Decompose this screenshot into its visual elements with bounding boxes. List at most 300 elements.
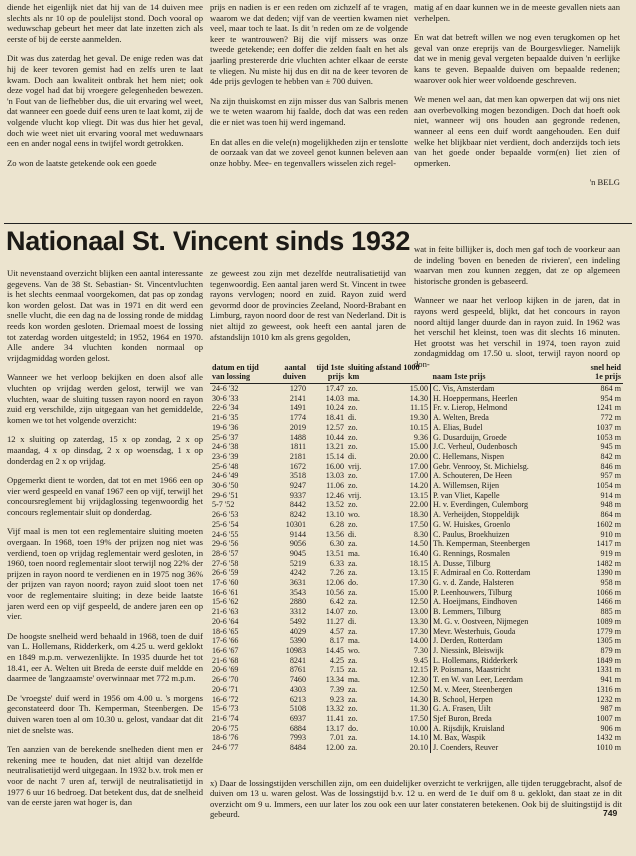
table-cell: za.	[348, 684, 358, 694]
table-cell: 13.15	[409, 568, 429, 578]
table-cell: 8242	[289, 510, 306, 520]
table-row	[210, 627, 623, 637]
table-cell: 6884	[289, 723, 306, 733]
table-cell: 1811	[290, 442, 306, 452]
table-cell: 3518	[289, 471, 306, 481]
table-cell: P. van Vliet, Kapelle	[431, 491, 579, 501]
table-cell: 24-6 '77	[212, 743, 239, 753]
table-cell: Gebr. Venrooy, St. Michielsg.	[431, 462, 579, 472]
table-cell: zo.	[348, 481, 358, 491]
table-cell: 17.00	[409, 471, 429, 481]
table-cell: 11.30	[410, 704, 429, 714]
table-cell: 13.30	[409, 616, 429, 626]
table-cell: 13.52	[325, 500, 344, 510]
table-row	[210, 685, 623, 695]
table-cell: 12.50	[409, 684, 429, 694]
table-cell: 4029	[289, 626, 306, 636]
table-cell: 1232 m	[596, 694, 621, 704]
table-cell: 27-6 '58	[212, 558, 239, 568]
paragraph: 12 x sluiting op zaterdag, 15 x op zondag, 2 x op maandag, 4 x op dinsdag, 2 x op woensdag, 1 x op donderdag en 2 x op vrijdag.	[7, 434, 203, 466]
table-cell: do.	[348, 723, 359, 733]
table-cell: zo.	[348, 422, 358, 432]
column-header: sluiting afstand 1000 km	[346, 363, 431, 384]
table-cell: Sjef Buron, Breda	[431, 714, 579, 724]
table-cell: 1779 m	[596, 626, 621, 636]
table-cell: 11.41	[326, 713, 344, 723]
table-cell: za.	[348, 743, 358, 753]
table-cell: 21-6 '74	[212, 713, 239, 723]
table-cell: 6.33	[329, 558, 344, 568]
table-cell: 5219	[289, 558, 306, 568]
top-column-3	[414, 2, 620, 188]
table-cell: 17-6 '60	[212, 578, 239, 588]
table-cell: 13.21	[325, 442, 344, 452]
table-cell: M. v. Meer, Steenbergen	[431, 685, 579, 695]
article-column-middle	[210, 268, 406, 351]
table-cell: 1482 m	[596, 558, 621, 568]
top-column-2	[210, 2, 408, 177]
results-table	[210, 363, 623, 753]
table-row	[210, 530, 623, 540]
table-cell: 7.01	[329, 733, 344, 743]
table-cell: 1672	[289, 461, 306, 471]
table-cell: 10301	[285, 519, 306, 529]
table-cell: di.	[348, 413, 357, 423]
table-cell: 13.34	[325, 675, 344, 685]
column-header: naam 1ste prijs	[431, 363, 579, 384]
table-cell: 14.03	[325, 393, 344, 403]
table-cell: di.	[348, 616, 357, 626]
paragraph: Wanneer we het verloop bekijken en doen alsof alle vluchten op vrijdag werden gelost, terwijl we van vluchten, waar de sluiting tussen rayon noord en rayon zuid erg verschilde, zijn uitgegaan van het gemiddelde, komen we tot het volgende overzicht:	[7, 372, 203, 425]
table-cell: 1270	[289, 384, 306, 393]
table-cell: P. Poismans, Maastricht	[431, 665, 579, 675]
table-cell: 987 m	[600, 704, 621, 714]
table-cell: 10.00	[409, 723, 429, 733]
column-header: datum en tijd van lossing	[210, 363, 266, 384]
table-row	[210, 559, 623, 569]
table-cell: 9056	[289, 539, 306, 549]
table-cell: 12.50	[409, 597, 429, 607]
table-cell: wo.	[348, 510, 360, 520]
table-cell: 3543	[289, 587, 306, 597]
table-cell: 18-6 '65	[212, 626, 239, 636]
table-cell: J.C. Verheul, Oudenbosch	[431, 442, 579, 452]
table-row	[210, 607, 623, 617]
table-cell: 4.25	[329, 655, 344, 665]
table-row	[210, 675, 623, 685]
table-cell: 17.30	[409, 578, 429, 588]
table-cell: 14.50	[409, 539, 429, 549]
table-cell: 15.14	[325, 451, 344, 461]
table-row	[210, 665, 623, 675]
table-row	[210, 578, 623, 588]
table-cell: 945 m	[600, 442, 621, 452]
table-cell: 14.45	[325, 645, 344, 655]
table-cell: 1491	[289, 403, 306, 413]
table-cell: 12.00	[325, 743, 344, 753]
table-cell: 7.26	[329, 568, 344, 578]
table-cell: 1007 m	[596, 713, 621, 723]
table-cell: 20-6 '69	[212, 665, 239, 675]
table-cell: 19.30	[409, 413, 429, 423]
table-cell: 1066 m	[596, 587, 621, 597]
table-cell: 23-6 '39	[212, 451, 239, 461]
table-cell: 1054 m	[596, 481, 621, 491]
section-divider	[4, 223, 632, 224]
table-cell: 20-6 '71	[212, 684, 239, 694]
table-row	[210, 539, 623, 549]
table-row	[210, 695, 623, 705]
paragraph: matig af en daar kunnen we in de meeste gevallen niets aan verhelpen.	[414, 2, 620, 23]
table-cell: 1432 m	[596, 733, 621, 743]
table-cell: vrij.	[348, 461, 362, 471]
table-cell: 7460	[289, 675, 306, 685]
table-cell: 1849 m	[596, 655, 621, 665]
table-cell: 9144	[289, 529, 306, 539]
table-row	[210, 656, 623, 666]
table-row	[210, 646, 623, 656]
paragraph: prijs en nadien is er een reden om zichzelf af te vragen, waarom we dat deden; vijf van de veertien kwamen niet veel, maar toch te laat. Is dit 'n reden om ze de volgende keer te wantrouwen? Bij die vijf missers was onze tweede getekende; een doffer die zelden faalt en het als jaarling prestererde drie vluchten achter elkaar de eerste te vliegen. Nu miste hij dus en dit na de keer tevoren de 4de prijs gevlogen te hebben van ± 700 duiven.	[210, 2, 408, 87]
table-row	[210, 403, 623, 413]
table-cell: 12.15	[409, 665, 429, 675]
table-cell: Fr. v. Lierop, Helmond	[431, 403, 579, 413]
column-header: snel heid 1e prijs	[579, 363, 623, 384]
table-cell: 7.39	[329, 684, 344, 694]
table-cell: G. Dusarduijn, Groede	[431, 433, 579, 443]
table-cell: 4303	[289, 684, 306, 694]
table-cell: zo.	[348, 384, 358, 393]
table-cell: 8442	[289, 500, 306, 510]
table-cell: 1089 m	[596, 616, 621, 626]
table-cell: 7.30	[413, 645, 429, 655]
table-cell: 15.00	[409, 384, 429, 393]
paragraph: Dit was dus zaterdag het geval. De enige reden was dat hij de keer tevoren gemist had en zelfs uren te laat kwam. Doch aan kwaliteit ontbrak het hem niet; ook deze vogel had dat bij vroegere gelegenheden bewezen. 'n Fout van de liefhebber dus, die uit ervaring wel weet, dat wanneer een goede duif eens uren te laat komt, zij de volgende vlucht kop vliegt. Dit was dus hier het geval, doch wie weet niet uit ervaring vooral met weduwnaars een en ander nogal eens in twijfel wordt getrokken.	[7, 53, 203, 149]
table-cell: 22-6 '34	[212, 403, 239, 413]
table-cell: 14.30	[409, 694, 429, 704]
table-cell: zo.	[348, 432, 358, 442]
paragraph: De hoogste snelheid werd behaald in 1968, toen de duif van L. Hollemans, Ridderkerk, om 4.25 u. werd geklokt en 1849 m.p.m. verwezenlijkte. In 1935 duurde het tot 18.41, eer A. Welten uit Breda de eerste duif meldde en daarmee de 'langzaamste' overwinnaar met 772 m.p.m.	[7, 630, 203, 684]
table-cell: 10983	[285, 645, 306, 655]
table-cell: 17.00	[409, 461, 429, 471]
table-row	[210, 733, 623, 743]
table-cell: 6937	[289, 713, 306, 723]
table-cell: di.	[348, 529, 357, 539]
table-row	[210, 481, 623, 491]
table-cell: 24-6 '55	[212, 529, 239, 539]
table-cell: 16-6 '67	[212, 645, 239, 655]
table-cell: 1466 m	[596, 597, 621, 607]
table-row	[210, 549, 623, 559]
table-cell: M. G. v. Oostveen, Nijmegen	[431, 617, 579, 627]
table-cell: 864 m	[600, 510, 621, 520]
table-cell: 17.30	[409, 626, 429, 636]
table-cell: 26-6 '70	[212, 675, 239, 685]
table-cell: T. en W. van Leer, Leerdam	[431, 675, 579, 685]
table-cell: A. Welten, Breda	[431, 413, 579, 423]
table-cell: 9.36	[413, 432, 429, 442]
table-cell: 2880	[289, 597, 306, 607]
table-cell: 12.46	[325, 490, 344, 500]
table-row	[210, 568, 623, 578]
table-row	[210, 636, 623, 646]
table-cell: 9247	[289, 481, 306, 491]
table-cell: 13.17	[325, 723, 344, 733]
table-cell: za.	[348, 733, 358, 743]
paragraph: En dat alles en die vele(n) mogelijkheden zijn er tenslotte de oorzaak van dat we zoveel genot kunnen beleven aan onze hobby. Mee- en tegenvallers wisselen zich regel-	[210, 136, 408, 168]
table-cell: 11.06	[326, 481, 344, 491]
top-column-1	[7, 2, 203, 177]
table-cell: 20.00	[409, 451, 429, 461]
table-cell: 17.50	[409, 713, 429, 723]
table-cell: 914 m	[600, 490, 621, 500]
table-cell: A. Dusse, Tilburg	[431, 559, 579, 569]
table-cell: 26-6 '59	[212, 568, 239, 578]
table-cell: 2019	[289, 422, 306, 432]
table-cell: 20.10	[409, 743, 429, 753]
paragraph: wat in feite billijker is, doch men gaf toch de voorkeur aan de indeling 'boven en beneden de rivieren', een indeling waarvan men zou kunnen zeggen, dat ze op algemeen historische gronden is gebaseerd.	[414, 244, 620, 286]
article-headline: Nationaal St. Vincent sinds 1932	[6, 226, 411, 256]
table-cell: 4.57	[329, 626, 344, 636]
table-cell: 22.00	[409, 500, 429, 510]
table-cell: 15-6 '73	[212, 704, 239, 714]
table-row	[210, 743, 623, 753]
table-cell: A. Elias, Budel	[431, 423, 579, 433]
table-cell: 6.42	[329, 597, 344, 607]
table-cell: 14.20	[409, 481, 429, 491]
paragraph: Uit nevenstaand overzicht blijken een aantal interessante gegevens. Van de 38 St. Sebastian- St. Vincentvluchten is het slechts eenmaal voorgekomen, dat pas op zondag kon worden gelost. Dat was in 1971 en dit werd een snelle vlucht, die een dag na de lossing ronde de middag reeds kon worden gesloten. Driemaal moest de lossing tot zaterdag worden uitgesteld; in 1952, 1964 en 1970. Alle andere 34 vluchten konden normaal op vrijdagmiddag worden gelost.	[7, 268, 203, 363]
table-cell: 846 m	[600, 461, 621, 471]
table-cell: 18.30	[409, 510, 429, 520]
table-cell: 19-6 '36	[212, 422, 239, 432]
table-cell: 18-6 '76	[212, 733, 239, 743]
table-cell: 30-6 '50	[212, 481, 239, 491]
table-cell: 1390 m	[596, 568, 621, 578]
table-cell: 8241	[289, 655, 306, 665]
table-cell: 13.51	[325, 548, 344, 558]
table-row	[210, 510, 623, 520]
table-row	[210, 491, 623, 501]
table-cell: zo.	[348, 442, 358, 452]
table-cell: J. Niessink, Bleiswijk	[431, 646, 579, 656]
table-row	[210, 500, 623, 510]
table-header-row	[210, 363, 623, 384]
table-cell: 10.44	[325, 432, 344, 442]
table-cell: 30-6 '33	[212, 393, 239, 403]
table-cell: G. v. d. Zande, Halsteren	[431, 578, 579, 588]
table-cell: 1417 m	[596, 539, 621, 549]
table-cell: 1241 m	[596, 403, 621, 413]
table-row	[210, 452, 623, 462]
table-cell: zo.	[348, 471, 358, 481]
table-cell: 14.30	[409, 393, 429, 403]
table-cell: ma.	[348, 548, 360, 558]
table-cell: A. Willemsen, Rijen	[431, 481, 579, 491]
paragraph: Zo won de laatste getekende ook een goede	[7, 157, 157, 168]
table-cell: 17.47	[325, 384, 344, 393]
table-cell: 29-6 '56	[212, 539, 239, 549]
table-cell: M. Bax, Waspik	[431, 733, 579, 743]
table-cell: 24-6 '49	[212, 471, 239, 481]
column-header: tijd 1ste prijs	[308, 363, 346, 384]
table-cell: 14.07	[325, 607, 344, 617]
table-cell: 16.40	[409, 548, 429, 558]
table-cell: 21-6 '68	[212, 655, 239, 665]
table-cell: ma.	[348, 675, 360, 685]
table-cell: 3312	[289, 607, 306, 617]
table-cell: za.	[348, 655, 358, 665]
table-cell: 15.00	[409, 442, 429, 452]
author-signature: 'n BELG	[589, 177, 620, 188]
table-cell: A. Hoeijmans, Eindhoven	[431, 597, 579, 607]
table-cell: za.	[348, 597, 358, 607]
table-cell: C. Paulus, Broekhuizen	[431, 530, 579, 540]
table-cell: 21-6 '35	[212, 413, 239, 423]
paragraph: We menen wel aan, dat men kan opwerpen dat wij ons niet aan overbevolking mogen bezondigen. Doch dat hoeft ook niet, wanneer wij ons houden aan gegronde redenen, wanneer al eens een duif wordt aangehouden. Een duif welke het blijkbaar niet verdient, doch anderzijds toch iets van het goede onder bepaalde vorm(en) liet zien of opmerken.	[414, 94, 620, 168]
table-cell: 11.27	[326, 616, 344, 626]
table-cell: C. Vis, Amsterdam	[431, 384, 579, 394]
table-cell: 7993	[289, 733, 306, 743]
table-row	[210, 423, 623, 433]
table-cell: 5-7 '52	[212, 500, 235, 510]
table-cell: A. Rijsdijk, Kruisland	[431, 724, 579, 734]
table-footnote: x) Daar de lossingstijden verschillen zijn, om een duidelijker overzicht te verkrijgen, alle tijden teruggebracht, alsof de duiven om 13 u. waren gelost. Was de lossingstijd b.v. 12 u. en werd de 1e duif om 8 u. geklokt, dan staat ze in dit overzicht om 9 u. Immers, een uur later los zou ook een uur later constateren betekenen. Ook bij de sluitingstijd is dit gebeurd.	[210, 778, 622, 820]
paragraph: ze geweest zou zijn met dezelfde neutralisatietijd van tegenwoordig. Een aantal jaren werd St. Vincent in twee rayons vervlogen; noord en zuid. Rayon zuid werd gevormd door de provincies Zeeland, Noord-Brabant en Limburg, rayon noord door de rest van Nederland. Dit is niet altijd zo geweest, ook heeft een aantal jaren de afstandslijn 1010 km als grens gegolden,	[210, 268, 406, 342]
table-cell: 9337	[289, 490, 306, 500]
table-cell: 1488	[289, 432, 306, 442]
table-cell: wo.	[348, 645, 360, 655]
table-cell: 10.15	[409, 422, 429, 432]
table-cell: 25-6 '48	[212, 461, 239, 471]
table-row	[210, 471, 623, 481]
table-cell: 1010 m	[596, 743, 621, 753]
table-cell: 5492	[289, 616, 306, 626]
table-cell: vrij.	[348, 490, 362, 500]
table-cell: 2141	[289, 393, 306, 403]
paragraph: Na zijn thuiskomst en zijn misser dus van Salbris menen we te weten waarom hij faalde, doch dat was een reden die er niet was toen hij werd ingemand.	[210, 95, 408, 127]
table-cell: 26-6 '53	[212, 510, 239, 520]
table-cell: 842 m	[600, 451, 621, 461]
table-cell: 1774	[289, 413, 306, 423]
table-cell: B. Lemmers, Tilburg	[431, 607, 579, 617]
table-cell: 25-6 '37	[212, 432, 239, 442]
paragraph: Vijf maal is men tot een reglementaire sluiting moeten overgaan. In 1968, toen 19% der prijzen nog niet was verdiend, toen op vrijdag reglementair werd gesloten, in 1960, toen noord reglementair sloot terwijl nog 22% der prijzen in rayon noord te verdienen en in 1975 nog 36% der prijzen van rayon noord; rayon zuid sloot toen net voor de reglementaire sluiting; in deze beide laatste jaren werd een op vijf gespeeld, de andere jaren een op vier.	[7, 526, 203, 622]
table-cell: Th. Kemperman, Steenbergen	[431, 539, 579, 549]
table-cell: 15.00	[409, 587, 429, 597]
intro-column-right	[414, 244, 620, 379]
table-cell: 1305 m	[596, 636, 621, 646]
table-cell: 5390	[289, 636, 306, 646]
table-cell: 28-6 '57	[212, 548, 239, 558]
table-cell: 24-6 '32	[212, 384, 239, 393]
table-cell: 864 m	[600, 384, 621, 393]
table-cell: 16-6 '61	[212, 587, 239, 597]
table-cell: 4242	[289, 568, 306, 578]
table-row	[210, 442, 623, 452]
table-cell: 29-6 '51	[212, 490, 239, 500]
table-cell: ma.	[348, 393, 360, 403]
paragraph: diende het eigenlijk niet dat hij van de 14 duiven mee slechts als nr 10 op de poulelijst stond. Doch vooral op weduwschap gebeurt het meer dat late inzetten zich als eerste of bij de eerste aanmelden.	[7, 2, 203, 44]
table-cell: G. Rennings, Rosmalen	[431, 549, 579, 559]
paragraph: Opgemerkt dient te worden, dat tot en met 1966 een op vier werd gespeeld en vanaf 1967 een op vijf, terwijl het concoursreglement bij vrijdaglossing tegenwoordig het concours reglementair sluit op donderdag.	[7, 475, 203, 517]
table-cell: 1331 m	[596, 665, 621, 675]
table-row	[210, 433, 623, 443]
table-cell: 14.00	[409, 636, 429, 646]
table-cell: 5108	[289, 704, 306, 714]
article-column-left	[7, 268, 203, 817]
table-cell: zo.	[348, 713, 358, 723]
table-cell: 8761	[289, 665, 306, 675]
table-row	[210, 704, 623, 714]
paragraph: Ten aanzien van de berekende snelheden dient men er rekening mee te houden, dat niet altijd van dezelfde neutralisatietijd werd uitgegaan. In 1932 b.v. trok men er voor de nacht 7 uren af, terwijl de neutralisatietijd in 1977 6 uur 16 bedroeg. Dat betekent dus, dat de snelheid van de eerste jaren wat hoger is, dan	[7, 744, 203, 808]
table-cell: 1602 m	[596, 519, 621, 529]
table-cell: 910 m	[600, 529, 621, 539]
table-cell: 948 m	[600, 500, 621, 510]
table-cell: 2181	[289, 451, 306, 461]
table-cell: J. Derden, Rotterdam	[431, 636, 579, 646]
table-cell: 9045	[289, 548, 306, 558]
table-cell: ma.	[348, 636, 360, 646]
table-cell: 906 m	[600, 723, 621, 733]
table-cell: zo.	[348, 704, 358, 714]
table-cell: za.	[348, 568, 358, 578]
page-number: 749	[603, 808, 618, 818]
table-cell: G. A. Frasen, Uilt	[431, 704, 579, 714]
table-cell: 1053 m	[596, 432, 621, 442]
paragraph: De 'vroegste' duif werd in 1956 om 4.00 u. 's morgens geconstateerd door Th. Kemperman, Steenbergen. De duiven waren toen al om 10.30 u. gelost, vandaar dat dit niet de snelste was.	[7, 692, 203, 735]
table-cell: 6.28	[329, 519, 344, 529]
table-row	[210, 617, 623, 627]
table-cell: 8484	[289, 743, 306, 753]
table-cell: J. Coenders, Reuver	[431, 743, 579, 753]
table-cell: 24-6 '38	[212, 442, 239, 452]
paragraph: Wanneer we naar het verloop kijken in de jaren, dat in rayons werd gespeeld, blijkt, dat het concours in rayon noord altijd langer duurde dan in rayon zuid. In 1962 was het verschil het kleinst, toen was dit slechts 16 minuten. Het grootst was het verschil in 1974, toen rayon zuid zondagmiddag om 17.50 u. sloot, terwijl rayon noord op don-	[414, 295, 620, 369]
table-cell: 16-6 '72	[212, 694, 239, 704]
table-cell: 10.24	[325, 403, 344, 413]
table-row	[210, 384, 623, 394]
table-cell: za.	[348, 587, 358, 597]
table-cell: 12.57	[325, 422, 344, 432]
table-cell: 13.15	[409, 490, 429, 500]
table-cell: 954 m	[600, 393, 621, 403]
table-cell: 17.50	[409, 519, 429, 529]
table-cell: F. Admiraal en Co. Rotterdam	[431, 568, 579, 578]
table-cell: 7.15	[329, 665, 344, 675]
table-cell: 8.17	[329, 636, 344, 646]
table-cell: 879 m	[600, 645, 621, 655]
table-cell: 21-6 '63	[212, 607, 239, 617]
table-cell: 20-6 '64	[212, 616, 239, 626]
table-cell: 20-6 '75	[212, 723, 239, 733]
table-cell: 11.15	[410, 403, 429, 413]
table-cell: 12.30	[409, 675, 429, 685]
table-cell: 13.00	[409, 607, 429, 617]
table-cell: H. v. Everdingen, Culemborg	[431, 500, 579, 510]
table-cell: 941 m	[600, 675, 621, 685]
table-cell: H. Hoeppermans, Heerlen	[431, 394, 579, 404]
paragraph: En wat dat betreft willen we nog even terugkomen op het geval van onze ereprijs van de Bourgesvlieger. Namelijk dat we in menig geval vergeten bepaalde duiven 'n eerlijke kans te geven. Bepaalde duiven om bepaalde redenen; waarover ook hier weer voldoende geschreven.	[414, 32, 620, 85]
table-row	[210, 724, 623, 734]
table-cell: 958 m	[600, 578, 621, 588]
table-cell: 16.00	[325, 461, 344, 471]
table-cell: 885 m	[600, 607, 621, 617]
table-cell: 1037 m	[596, 422, 621, 432]
table-cell: 957 m	[600, 471, 621, 481]
table-cell: C. Hellemans, Nispen	[431, 452, 579, 462]
column-header: aantal duiven	[266, 363, 308, 384]
table-cell: L. Hollemans, Ridderkerk	[431, 656, 579, 666]
table-cell: 13.56	[325, 529, 344, 539]
table-cell: 18.15	[409, 558, 429, 568]
